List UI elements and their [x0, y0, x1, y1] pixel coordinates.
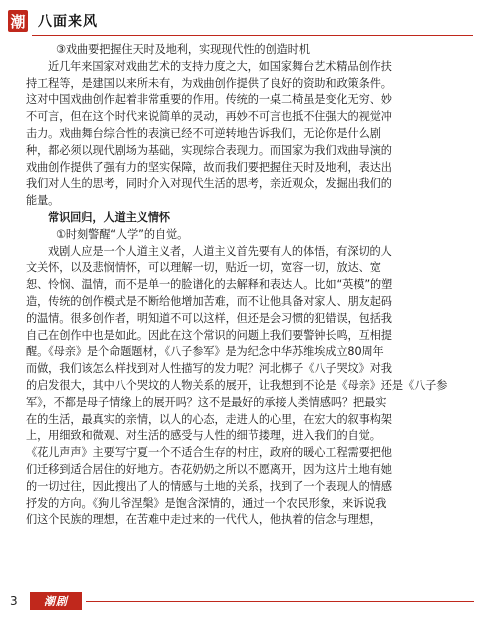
text-line: ①时刻警醒“人学”的自觉。: [56, 227, 189, 241]
header-divider: [32, 35, 473, 36]
text-line: 击力。戏曲舞台综合性的表演已经不可逆转地告诉我们，无论你是什么剧: [26, 126, 381, 140]
text-line: 军》，不都是母子情缘上的展开吗？这不是最好的承接人类情感吗？把最实: [26, 395, 387, 409]
text-line: 的启发很大，其中八个哭坟的人物关系的展开，让我想到不论是《母亲》还是《八子参: [26, 378, 448, 392]
text-line: ③戏曲要把握住天时及地利，实现现代性的创造时机: [56, 43, 310, 56]
text-line: 自己在创作中也是如此。因此在这个常识的问题上我们要警钟长鸣，互相提: [26, 328, 392, 342]
text-line: 持工程等，是建国以来所未有，为戏曲创作提供了良好的资助和政策条件。: [26, 76, 392, 90]
section-title: 八面来风: [38, 14, 98, 30]
page-number: 3: [10, 594, 18, 608]
page-footer: [0, 588, 479, 627]
text-line: 戏剧人应是一个人道主义者，人道主义首先要有人的体悟，有深切的人: [48, 244, 392, 258]
text-line: 文关怀，以及悲悯情怀，可以理解一切，贴近一切，宽容一切，放达、宽: [26, 261, 381, 275]
subsection-heading: 常识回归，人道主义情怀: [48, 210, 170, 224]
text-line: 上，用细致和微观、对生活的感受与人性的细节搂理，进入我们的自觉。: [26, 429, 381, 443]
text-line: 造，传统的创作模式是不断给他增加苦难，而不让他具备对家人、朋友起码: [26, 294, 392, 308]
text-line: 抒发的方向。《狗儿爷涅槃》是饱含深情的，通过一个农民形象，来诉说我: [26, 496, 387, 510]
page-header: [0, 0, 479, 40]
article-body: [26, 42, 452, 529]
text-line: 能量。: [26, 194, 60, 208]
text-line: 的一切过往，因此搜出了人的情感与土地的关系，找到了一个表现人的情感: [26, 479, 392, 493]
text-line: 不可言，但在这个时代来说简单的灵动，再妙不可言也抵不住强大的视觉冲: [26, 110, 392, 124]
text-line: 戏曲创作提供了强有力的坚实保障，故而我们要把握住天时及地利，表达出: [26, 160, 392, 174]
text-line: 这对中国戏曲创作起着非常重要的作用。传统的一桌二椅虽是变化无穷、妙: [26, 93, 392, 107]
footer-divider: [86, 601, 474, 602]
text-line: 们这个民族的理想，在苦难中走过来的一代代人，他执着的信念与理想，: [26, 513, 381, 527]
text-line: 恕、怜悯、温情，而不是单一的脸谱化的去解释和表达人。比如“英模”的塑: [26, 278, 393, 292]
text-line: 我们对人生的思考，同时介入对现代生活的思考，亲近观众，发掘出我们的: [26, 177, 392, 191]
text-line: 而做，我们该怎么样找到对人性描写的发力呢？河北梆子《八子哭坟》对我: [26, 362, 392, 376]
text-line: 醒。《母亲》是个命题题材，《八子参军》是为纪念中华苏维埃成立80周年: [26, 345, 384, 359]
text-line: 《花儿声声》主要写宁夏一个不适合生存的村庄，政府的暖心工程需要把他: [26, 446, 392, 460]
seal-logo: 潮: [8, 10, 28, 32]
text-line: 在的生活，最真实的亲情，以人的心态，走进人的心里，在宏大的叙事构架: [26, 412, 392, 426]
text-line: 们迁移到适合居住的好地方。杏花奶奶之所以不愿离开，因为这片土地有她: [26, 462, 392, 476]
text-line: 种，都必须以现代剧场为基础，实现综合表现力。而国家为我们戏曲导演的: [26, 143, 392, 157]
text-line: 的温情。很多创作者，明知道不可以这样，但还是会习惯的犯错误，包括我: [26, 311, 392, 325]
text-line: 近几年来国家对戏曲艺术的支持力度之大，如国家舞台艺术精品创作扶: [48, 59, 392, 73]
footer-logo: 潮剧: [30, 592, 82, 610]
